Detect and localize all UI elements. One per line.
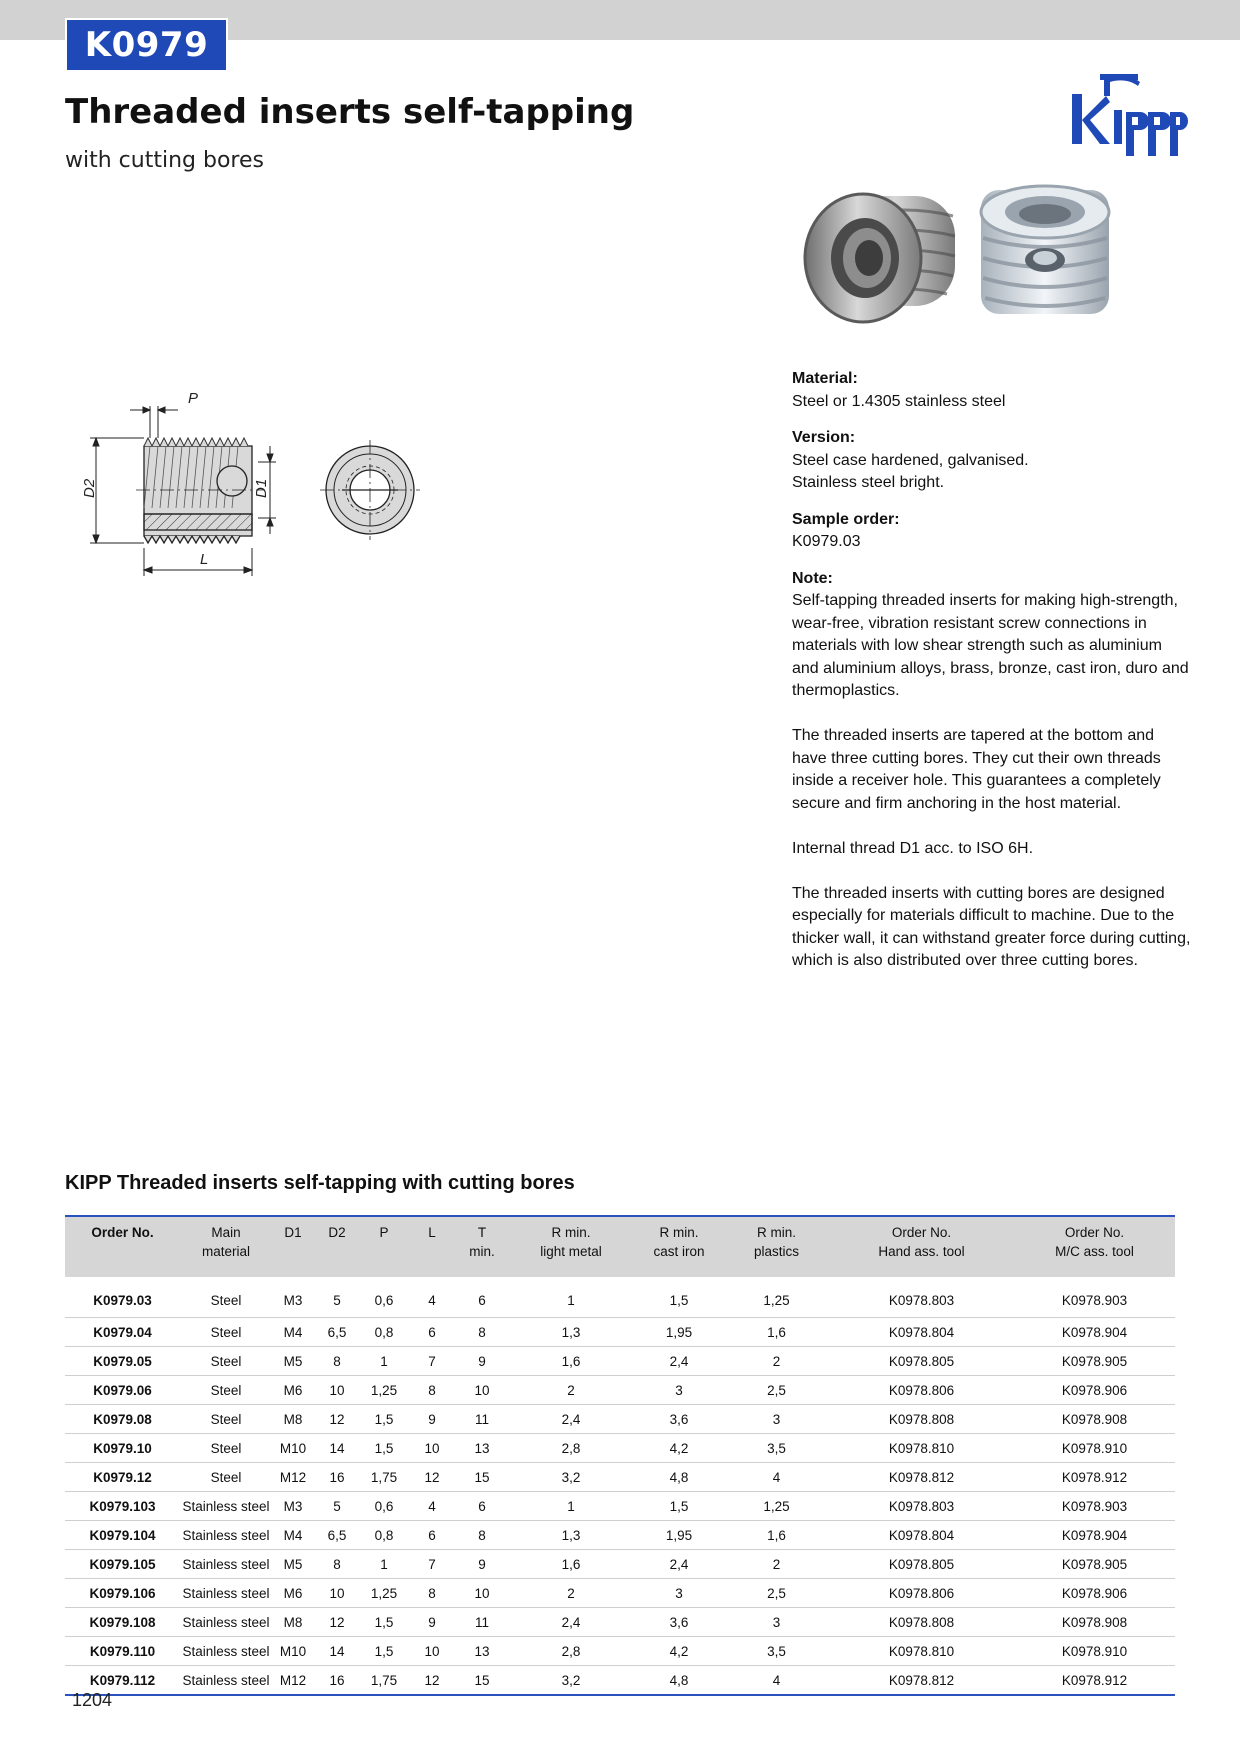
table-cell: M4	[272, 1521, 314, 1550]
column-header	[829, 1216, 1014, 1277]
table-cell: 6,5	[314, 1521, 360, 1550]
order-number-cell: K0979.112	[65, 1666, 180, 1696]
column-header-line-2: plastics	[753, 1244, 799, 1259]
table-cell: K0978.805	[829, 1347, 1014, 1376]
table-cell: 2	[508, 1579, 634, 1608]
column-header	[634, 1216, 724, 1277]
table-cell: 6	[456, 1492, 508, 1521]
table-cell: M8	[272, 1608, 314, 1637]
table-cell: K0978.905	[1014, 1347, 1175, 1376]
table-cell: 3,5	[724, 1434, 829, 1463]
table-cell: 1,75	[360, 1666, 408, 1696]
column-header-line-1: P	[379, 1225, 389, 1240]
table-cell: 1,3	[508, 1318, 634, 1347]
table-cell: 1,5	[634, 1492, 724, 1521]
table-cell: 13	[456, 1637, 508, 1666]
table-cell: 8	[456, 1318, 508, 1347]
page-number: 1204	[72, 1690, 113, 1710]
table-cell: 2,4	[508, 1405, 634, 1434]
table-cell: 6	[456, 1277, 508, 1318]
column-header-line-1: R min.	[659, 1225, 699, 1240]
column-header-line-2: material	[201, 1244, 250, 1259]
table-cell: 11	[456, 1608, 508, 1637]
side-view	[136, 438, 264, 543]
table-cell: K0978.803	[829, 1492, 1014, 1521]
table-cell: K0978.808	[829, 1405, 1014, 1434]
table-cell: Stainless steel	[180, 1666, 272, 1696]
column-header	[1014, 1216, 1175, 1277]
table-cell: 3	[724, 1405, 829, 1434]
table-cell: Steel	[180, 1277, 272, 1318]
table-cell: Steel	[180, 1347, 272, 1376]
dim-label-d1: D1	[253, 478, 270, 498]
table-cell: 4	[724, 1666, 829, 1696]
table-cell: 4	[408, 1492, 456, 1521]
table-cell: 9	[408, 1405, 456, 1434]
table-cell: 4	[724, 1463, 829, 1492]
table-cell: 2,5	[724, 1579, 829, 1608]
table-row	[65, 1608, 1175, 1637]
table-cell: 3,6	[634, 1405, 724, 1434]
order-number-cell: K0979.103	[65, 1492, 180, 1521]
table-cell: K0978.903	[1014, 1277, 1175, 1318]
dim-label-d2: D2	[81, 478, 98, 498]
order-number-cell: K0979.06	[65, 1376, 180, 1405]
table-cell: K0978.912	[1014, 1463, 1175, 1492]
technical-drawing	[80, 378, 480, 588]
table-cell: 1	[508, 1492, 634, 1521]
table-cell: 1,5	[360, 1637, 408, 1666]
table-cell: K0978.908	[1014, 1405, 1175, 1434]
table-row	[65, 1463, 1175, 1492]
table-cell: 1,3	[508, 1521, 634, 1550]
table-cell: 2,5	[724, 1376, 829, 1405]
column-header-line-1: Main	[211, 1225, 241, 1240]
table-row	[65, 1521, 1175, 1550]
table-cell: Steel	[180, 1405, 272, 1434]
table-cell: 9	[456, 1550, 508, 1579]
table-cell: 1	[360, 1550, 408, 1579]
table-cell: 3,6	[634, 1608, 724, 1637]
table-cell: M10	[272, 1434, 314, 1463]
table-cell: 10	[456, 1579, 508, 1608]
dim-label-l: L	[200, 551, 209, 568]
column-header	[314, 1216, 360, 1277]
column-header-line-1: R min.	[756, 1225, 796, 1240]
table-cell: K0978.904	[1014, 1318, 1175, 1347]
table-cell: M3	[272, 1277, 314, 1318]
column-header-line-1: Order No.	[1064, 1225, 1125, 1240]
table-cell: 3,5	[724, 1637, 829, 1666]
table-cell: 9	[456, 1347, 508, 1376]
sample-order-label: Sample order:	[792, 510, 900, 528]
table-cell: K0978.910	[1014, 1434, 1175, 1463]
table-cell: Stainless steel	[180, 1608, 272, 1637]
note-paragraph-2: The threaded inserts are tapered at the bottom and have three cutting bores. They cut their own threads inside a receiver hole. This guarantees a completely secure and firm anchoring in the host material.	[792, 727, 1161, 812]
table-cell: Stainless steel	[180, 1579, 272, 1608]
table-cell: K0978.906	[1014, 1376, 1175, 1405]
table-cell: Steel	[180, 1318, 272, 1347]
column-header	[456, 1216, 508, 1277]
table-cell: 8	[408, 1579, 456, 1608]
table-cell: 10	[314, 1376, 360, 1405]
table-cell: 1,25	[360, 1579, 408, 1608]
stainless-insert-image	[805, 194, 955, 322]
column-header-line-2: cast iron	[653, 1244, 705, 1259]
note-section	[792, 568, 1192, 973]
table-body	[65, 1277, 1175, 1695]
table-cell: 12	[314, 1405, 360, 1434]
table-cell: Stainless steel	[180, 1550, 272, 1579]
table-cell: 6	[408, 1318, 456, 1347]
material-label: Material:	[792, 370, 858, 387]
table-cell: 1,6	[508, 1550, 634, 1579]
table-cell: 8	[314, 1347, 360, 1376]
table-cell: M6	[272, 1376, 314, 1405]
table-cell: 1,6	[724, 1521, 829, 1550]
table-cell: Steel	[180, 1376, 272, 1405]
table-row	[65, 1405, 1175, 1434]
column-header-line-1: R min.	[551, 1225, 591, 1240]
front-view	[320, 440, 420, 540]
table-row	[65, 1666, 1175, 1696]
table-cell: 12	[408, 1463, 456, 1492]
table-header-row	[65, 1216, 1175, 1277]
table-cell: 1,25	[360, 1376, 408, 1405]
kipp-logo	[1070, 74, 1188, 158]
table-cell: 3,2	[508, 1666, 634, 1696]
sample-order-text: K0979.03	[792, 533, 861, 550]
column-header-line-1: Order No.	[891, 1225, 952, 1240]
column-header-line-1: L	[428, 1225, 436, 1240]
column-header-line-2: Hand ass. tool	[878, 1244, 965, 1259]
table-cell: 0,8	[360, 1521, 408, 1550]
table-cell: K0978.906	[1014, 1579, 1175, 1608]
table-cell: 1,5	[360, 1405, 408, 1434]
table-cell: 2,8	[508, 1434, 634, 1463]
table-cell: 2	[724, 1347, 829, 1376]
column-header-line-1: D2	[328, 1225, 346, 1240]
table-cell: M5	[272, 1347, 314, 1376]
table-cell: 16	[314, 1666, 360, 1696]
table-cell: 15	[456, 1463, 508, 1492]
product-info	[792, 368, 1192, 995]
spec-table-wrapper	[65, 1215, 1175, 1696]
sample-order-section	[792, 509, 1192, 554]
column-header	[508, 1216, 634, 1277]
table-cell: 0,8	[360, 1318, 408, 1347]
table-cell: K0978.908	[1014, 1608, 1175, 1637]
table-title: KIPP Threaded inserts self-tapping with cutting bores	[65, 1172, 575, 1194]
column-header-line-2: M/C ass. tool	[1055, 1244, 1134, 1259]
table-cell: K0978.810	[829, 1637, 1014, 1666]
column-header	[180, 1216, 272, 1277]
spec-table	[65, 1215, 1175, 1696]
table-cell: 7	[408, 1550, 456, 1579]
table-cell: 1,25	[724, 1492, 829, 1521]
table-cell: 3	[634, 1579, 724, 1608]
table-cell: Steel	[180, 1434, 272, 1463]
table-cell: 1,5	[634, 1277, 724, 1318]
dim-label-p: P	[188, 390, 199, 407]
table-cell: M3	[272, 1492, 314, 1521]
table-cell: 4,8	[634, 1463, 724, 1492]
table-cell: 1,5	[360, 1608, 408, 1637]
material-text: Steel or 1.4305 stainless steel	[792, 392, 1006, 410]
table-row	[65, 1277, 1175, 1318]
column-header-line-2: min.	[469, 1244, 495, 1259]
table-cell: 13	[456, 1434, 508, 1463]
version-section	[792, 427, 1192, 495]
column-header	[272, 1216, 314, 1277]
table-cell: 2,4	[634, 1347, 724, 1376]
table-cell: 2,4	[508, 1608, 634, 1637]
order-number-cell: K0979.03	[65, 1277, 180, 1318]
note-label: Note:	[792, 569, 833, 587]
order-number-cell: K0979.104	[65, 1521, 180, 1550]
table-cell: K0978.806	[829, 1376, 1014, 1405]
order-number-cell: K0979.106	[65, 1579, 180, 1608]
table-cell: 2	[724, 1550, 829, 1579]
table-cell: 5	[314, 1492, 360, 1521]
column-header	[724, 1216, 829, 1277]
table-cell: 5	[314, 1277, 360, 1318]
table-row	[65, 1550, 1175, 1579]
order-number-cell: K0979.105	[65, 1550, 180, 1579]
table-cell: 4,8	[634, 1666, 724, 1696]
order-number-cell: K0979.08	[65, 1405, 180, 1434]
version-line-2: Stainless steel bright.	[792, 474, 945, 491]
table-cell: 4,2	[634, 1637, 724, 1666]
version-label: Version:	[792, 429, 856, 446]
version-line-1: Steel case hardened, galvanised.	[792, 451, 1029, 469]
column-header-line-1: T	[477, 1225, 487, 1240]
table-cell: 1,6	[508, 1347, 634, 1376]
column-header-line-2: light metal	[540, 1244, 602, 1259]
table-cell: 10	[408, 1434, 456, 1463]
table-cell: K0978.805	[829, 1550, 1014, 1579]
table-cell: K0978.904	[1014, 1521, 1175, 1550]
table-cell: 2,8	[508, 1637, 634, 1666]
table-cell: M12	[272, 1666, 314, 1696]
order-number-cell: K0979.110	[65, 1637, 180, 1666]
table-cell: M12	[272, 1463, 314, 1492]
table-row	[65, 1347, 1175, 1376]
order-number-cell: K0979.05	[65, 1347, 180, 1376]
table-cell: 14	[314, 1637, 360, 1666]
order-number-cell: K0979.108	[65, 1608, 180, 1637]
table-cell: 3	[634, 1376, 724, 1405]
table-cell: 1,95	[634, 1318, 724, 1347]
table-cell: 2,4	[634, 1550, 724, 1579]
column-header	[408, 1216, 456, 1277]
table-cell: M8	[272, 1405, 314, 1434]
table-cell: 1,25	[724, 1277, 829, 1318]
table-cell: 11	[456, 1405, 508, 1434]
table-cell: 7	[408, 1347, 456, 1376]
galvanised-insert-image	[981, 186, 1109, 314]
table-cell: 10	[314, 1579, 360, 1608]
order-number-cell: K0979.04	[65, 1318, 180, 1347]
page-subtitle: with cutting bores	[65, 148, 264, 173]
note-paragraph-3: Internal thread D1 acc. to ISO 6H.	[792, 839, 1034, 857]
column-header-line-1: D1	[284, 1225, 302, 1240]
table-cell: 10	[456, 1376, 508, 1405]
table-cell: 8	[314, 1550, 360, 1579]
table-cell: K0978.910	[1014, 1637, 1175, 1666]
table-cell: Steel	[180, 1463, 272, 1492]
table-cell: 12	[408, 1666, 456, 1696]
table-row	[65, 1579, 1175, 1608]
table-cell: M6	[272, 1579, 314, 1608]
table-cell: K0978.804	[829, 1521, 1014, 1550]
table-cell: 15	[456, 1666, 508, 1696]
table-cell: 4,2	[634, 1434, 724, 1463]
table-cell: 16	[314, 1463, 360, 1492]
table-cell: Stainless steel	[180, 1637, 272, 1666]
table-cell: Stainless steel	[180, 1521, 272, 1550]
table-cell: K0978.806	[829, 1579, 1014, 1608]
table-cell: 1	[508, 1277, 634, 1318]
column-header-line-1: Order No.	[91, 1225, 154, 1240]
table-cell: 2	[508, 1376, 634, 1405]
table-cell: K0978.812	[829, 1463, 1014, 1492]
table-cell: Stainless steel	[180, 1492, 272, 1521]
table-row	[65, 1492, 1175, 1521]
table-cell: M5	[272, 1550, 314, 1579]
table-row	[65, 1318, 1175, 1347]
table-cell: 8	[408, 1376, 456, 1405]
table-cell: 10	[408, 1637, 456, 1666]
table-cell: K0978.905	[1014, 1550, 1175, 1579]
table-cell: 3,2	[508, 1463, 634, 1492]
table-cell: 9	[408, 1608, 456, 1637]
table-cell: M4	[272, 1318, 314, 1347]
table-row	[65, 1376, 1175, 1405]
table-cell: K0978.804	[829, 1318, 1014, 1347]
table-cell: K0978.803	[829, 1277, 1014, 1318]
table-cell: 1	[360, 1347, 408, 1376]
table-cell: K0978.912	[1014, 1666, 1175, 1696]
table-row	[65, 1434, 1175, 1463]
table-cell: K0978.812	[829, 1666, 1014, 1696]
table-cell: 0,6	[360, 1277, 408, 1318]
order-number-cell: K0979.10	[65, 1434, 180, 1463]
table-cell: 1,95	[634, 1521, 724, 1550]
table-cell: 3	[724, 1608, 829, 1637]
note-paragraph-4: The threaded inserts with cutting bores are designed especially for materials difficult to machine. Due to the thicker wall, it can withstand greater force during cutting, which is also distributed over three cutting bores.	[792, 884, 1191, 969]
table-cell: 1,5	[360, 1434, 408, 1463]
column-header	[65, 1216, 180, 1277]
note-paragraph-1: Self-tapping threaded inserts for making high-strength, wear-free, vibration resistant screw connections in materials with low shear strength such as aluminium and aluminium alloys, brass, bronze, cast iron, duro and thermoplastics.	[792, 592, 1189, 699]
table-cell: 12	[314, 1608, 360, 1637]
table-cell: K0978.808	[829, 1608, 1014, 1637]
page-title: Threaded inserts self-tapping	[65, 92, 635, 132]
table-cell: 8	[456, 1521, 508, 1550]
table-cell: 1,75	[360, 1463, 408, 1492]
table-cell: 4	[408, 1277, 456, 1318]
table-cell: K0978.903	[1014, 1492, 1175, 1521]
product-code-badge: K0979	[65, 18, 228, 72]
table-row	[65, 1637, 1175, 1666]
table-cell: 6	[408, 1521, 456, 1550]
product-photo	[785, 176, 1130, 346]
column-header	[360, 1216, 408, 1277]
order-number-cell: K0979.12	[65, 1463, 180, 1492]
table-cell: K0978.810	[829, 1434, 1014, 1463]
material-section	[792, 368, 1192, 413]
table-cell: 0,6	[360, 1492, 408, 1521]
table-cell: M10	[272, 1637, 314, 1666]
table-cell: 14	[314, 1434, 360, 1463]
table-cell: 6,5	[314, 1318, 360, 1347]
table-cell: 1,6	[724, 1318, 829, 1347]
